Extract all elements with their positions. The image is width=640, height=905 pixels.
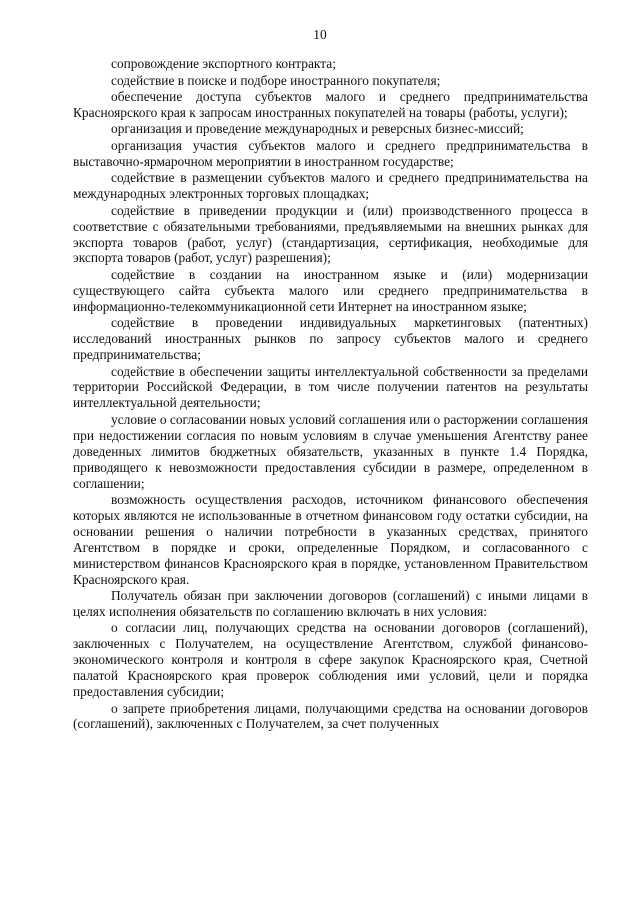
paragraph-website-creation: содействие в создании на иностранном языке и (или) модернизации существующего сайта субъекта малого или среднего предпринимательства в информационно-телекоммуникационной сети Интернет на иностранном языке;	[73, 266, 588, 314]
paragraph-marketing-research: содействие в проведении индивидуальных маркетинговых (патентных) исследований иностранных рынков по запросу субъектов малого и среднего предпринимательства;	[73, 315, 588, 363]
paragraph-exhibition-participation: организация участия субъектов малого и среднего предпринимательства в выставочно-ярмарочном мероприятии в иностранном государстве;	[73, 137, 588, 169]
paragraph-export-contract-support: сопровождение экспортного контракта;	[111, 56, 336, 71]
paragraph-foreign-buyer-search: содействие в поиске и подборе иностранного покупателя;	[111, 72, 441, 88]
paragraph-compliance-requirements: содействие в приведении продукции и (или) производственного процесса в соответствие с обязательными требованиями, предъявляемыми на внешних рынках для экспорта товаров (работ, услуг) (стандартизация, сертификация, необходимые для экспорта товаров (работ, услуг) разрешения);	[73, 202, 588, 266]
paragraph-purchase-prohibition: о запрете приобретения лицами, получающими средства на основании договоров (соглашений), заключенных с Получателем, за счет полученных	[73, 700, 588, 732]
page-number: 10	[313, 27, 327, 42]
document-body	[73, 56, 588, 733]
paragraph-recipient-obligations: Получатель обязан при заключении договоров (соглашений) с иными лицами в целях исполнения обязательств по соглашению включать в них условия:	[73, 588, 588, 619]
paragraph-electronic-trading-platforms: содействие в размещении субъектов малого и среднего предпринимательства на международных электронных торговых площадках;	[73, 170, 588, 202]
paragraph-intellectual-property: содействие в обеспечении защиты интеллектуальной собственности за пределами территории Российской Федерации, в том числе получении патентов на результаты интеллектуальной деятельности;	[73, 363, 588, 411]
paragraph-foreign-buyer-requests-access: обеспечение доступа субъектов малого и среднего предпринимательства Красноярского края к запросам иностранных покупателей на товары (работы, услуги);	[73, 89, 588, 120]
paragraph-unused-subsidy-balance: возможность осуществления расходов, источником финансового обеспечения которых являются не использованные в отчетном финансовом году остатки субсидии, на основании решения о наличии потребности в указанных средствах, принятого Агентством в порядке и сроки, определенные Порядком, и согласованного с министерством финансов Красноярского края в порядке, установленном Правительством Красноярского края.	[73, 492, 588, 587]
paragraph-consent-to-inspections: о согласии лиц, получающих средства на основании договоров (соглашений), заключенных с Получателем, на осуществление Агентством, службой финансово-экономического контроля и контроля в сфере закупок Красноярского края, Счетной палатой Красноярского края проверок соблюдения ими условий, цели и порядка предоставления субсидии;	[73, 620, 588, 700]
paragraph-business-missions: организация и проведение международных и реверсных бизнес-миссий;	[111, 121, 524, 137]
paragraph-agreement-new-terms: условие о согласовании новых условий соглашения или о расторжении соглашения при недостижении согласия по новым условиям в случае уменьшения Агентству ранее доведенных лимитов бюджетных обязательств, указанных в пункте 1.4 Порядка, приводящего к невозможности предоставления субсидии в размере, определенном в соглашении;	[73, 411, 588, 491]
